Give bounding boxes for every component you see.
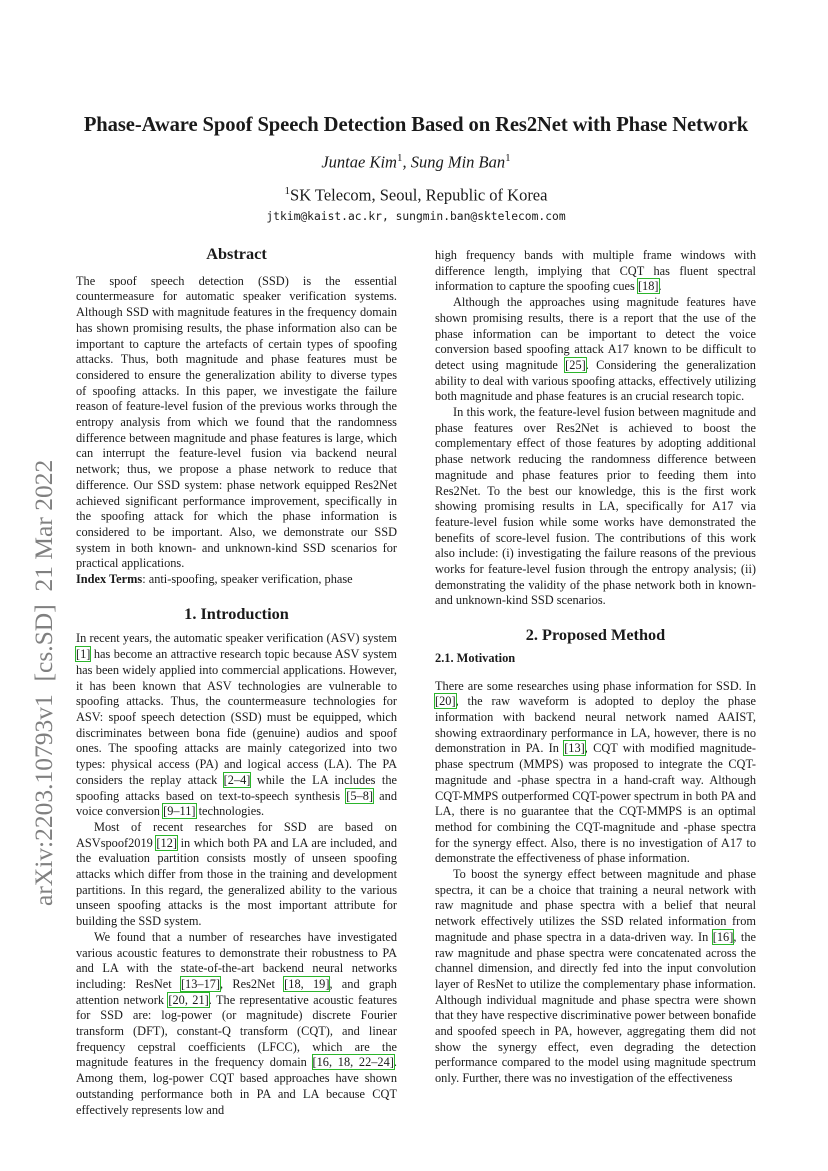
authors <box>60 152 772 173</box>
citation-link[interactable]: [5–8] <box>346 788 373 803</box>
citation-link[interactable]: [12] <box>156 835 177 850</box>
text: To boost the synergy effect between magnitude and phase spectra, it can be a choice that training a neural network with raw magnitude and phase spectra with a belief that neural network effectively utilizes the SSD related information from magnitude and phase spectra in a data-driven way. In <box>435 867 756 944</box>
index-terms-text: : anti-spoofing, speaker verification, phase <box>142 572 353 587</box>
introduction-heading: 1. Introduction <box>184 603 289 623</box>
method-paragraph-1 <box>435 679 756 867</box>
text: has become an attractive research topic because ASV system has been widely applied into commercial applications. However, it has been known that ASV technologies are vulnerable to spoofing attacks. Thus, the countermeasure technologies for ASV: spoof speech detection (SSD) must be equipped, which discriminates between bona fide (genuine) audios and spoof ones. The spoofing attacks are mainly categorized into two types: physical access (PA) and logical access (LA). The PA considers the replay attack <box>76 647 397 787</box>
text: , and graph attention network <box>76 976 397 1007</box>
citation-link[interactable]: [9–11] <box>163 804 196 819</box>
citation-link[interactable]: [25] <box>565 357 586 372</box>
text: , the raw waveform is adopted to deploy the phase information with backend neural network named AAIST, showing extraordinary performance in LA, however, there is no demonstration in PA. In <box>435 694 756 756</box>
author-1-affil-mark: 1 <box>396 152 403 164</box>
text: and voice conversion <box>76 788 397 819</box>
right-paragraph-2 <box>435 295 756 405</box>
author-2-affil-mark: 1 <box>505 152 511 164</box>
text: , the raw magnitude and phase spectra were concatenated across the channel dimension, and directly fed into the input convolution layer of ResNet to utilize the complementary phase information. Although individual magnitude and phase spectra were shown that they have respective discriminative power between bonafide and spoofed speech in PA, however, aggregating them did not show the synergy effect, even degrading the detection performance compared to the model using magnitude spectrum only. Further, there was no investigation of the effectiveness <box>435 929 756 1086</box>
text: There are some researches using phase information for SSD. In <box>435 678 756 693</box>
citation-link[interactable]: [20, 21] <box>168 992 209 1007</box>
affiliation <box>60 185 772 206</box>
abstract-body: The spoof speech detection (SSD) is the essential countermeasure for automatic speaker verification systems. Although SSD with magnitude features in the frequency domain has shown promising results, the phase information also can be important to capture the artefacts of certain types of spoofing attacks. Thus, both magnitude and phase features must be considered to ensure the generalization ability to diverse types of spoofing attacks. In this paper, we investigate the failure reason of feature-level fusion of the previous works through the entropy analysis from which we found that the randomness difference between magnitude and phase features is large, which can interrupt the feature-level fusion via backend neural network; thus, we propose a phase network to reduce that difference. Our SSD system: phase network equipped Res2Net achieved significant performance improvement, specifically in the spoofing attack for which the phase information is considered to be important. Also, we demonstrate our SSD system in both known- and unknown-kind SSD scenarios for practical applications. <box>76 273 397 571</box>
text: Most of recent researches for SSD are based on ASVspoof2019 <box>76 819 397 850</box>
author-separator: , <box>402 152 411 172</box>
text: In recent years, the automatic speaker verification (ASV) system <box>76 631 397 646</box>
intro-paragraph-1 <box>76 631 397 819</box>
text: Although the approaches using magnitude features have shown promising results, there is a report that the use of the phase information can be important to detect the voice conversion based spoofing attack A17 known to be difficult to detect using magnitude <box>435 295 756 372</box>
index-terms-label: Index Terms <box>76 572 143 587</box>
method-paragraph-2 <box>435 867 756 1087</box>
text: , CQT with modified magnitude-phase spectrum (MMPS) was proposed to integrate the CQT-magnitude and -phase spectra in a hand-craft way. Although CQT-MMPS outperformed CQT-power spectrum in both PA and LA, there is no guarantee that the CQT-MMPS is an optimal method for combining the CQT-magnitude and -phase spectra for the synergy effect. Also, there is no investigation of A17 to demonstrate the effectiveness of phase information. <box>435 741 756 866</box>
abstract-heading: Abstract <box>206 244 267 263</box>
right-paragraph-3: In this work, the feature-level fusion between magnitude and phase features over Res2Net is achieved to boost the complementary effect of those features by adopting additional phase network reducing the randomness difference between magnitude and phase features prior to feeding them into Res2Net. To the best our knowledge, this is the first work showing promising results in LA, specifically for A17 via feature-level fusion while some works have demonstrated the benefits of score-level fusion. The contributions of this work also include: (i) investigating the failure reasons of the previous works for feature-level fusion through the entropy analysis; (ii) demonstrating the validity of the phase network both in known- and unknown-kind SSD scenarios. <box>435 405 756 608</box>
text: . <box>658 279 662 294</box>
text: . The representative acoustic features for SSD are: log-power (or magnitude) discrete Fourier transform (DFT), constant-Q transform (CQT), and linear frequency cepstral coefficients (LFCC), which are the magnitude features in the frequency domain <box>76 992 397 1070</box>
citation-link[interactable]: [16] <box>712 929 734 944</box>
text: while the LA includes the spoofing attacks based on text-to-speech synthesis <box>76 772 397 803</box>
affiliation-mark: 1 <box>284 185 291 197</box>
author-1: Juntae Kim <box>321 152 397 172</box>
arxiv-identifier <box>22 350 62 910</box>
citation-link[interactable]: [13] <box>564 741 585 756</box>
text: . Among them, log-power CQT based approaches have shown outstanding performance both in PA and LA because CQT effectively represents low and <box>76 1055 397 1117</box>
citation-link[interactable]: [18] <box>637 279 659 294</box>
right-paragraph-1 <box>435 248 756 295</box>
text: high frequency bands with multiple frame windows with difference length, implying that CQT has fluent spectral information to capture the spoofing cues <box>435 248 756 294</box>
author-emails: jtkim@kaist.ac.kr, sungmin.ban@sktelecom.com <box>266 210 566 223</box>
citation-link[interactable]: [1] <box>76 647 91 662</box>
proposed-method-heading: 2. Proposed Method <box>525 625 666 645</box>
citation-link[interactable]: [20] <box>435 694 456 709</box>
author-2: Sung Min Ban <box>410 152 506 172</box>
citation-link[interactable]: [18, 19] <box>284 976 330 991</box>
text: , Res2Net <box>220 976 285 991</box>
text: . Considering the generalization ability to deal with various spoofing attacks, effectively utilizing both magnitude and phase features is an crucial research topic. <box>435 357 756 404</box>
motivation-subheading: 2.1. Motivation <box>435 650 516 665</box>
right-column <box>435 248 756 1087</box>
citation-link[interactable]: [13–17] <box>180 976 221 991</box>
left-column <box>76 246 397 1118</box>
intro-paragraph-3 <box>76 930 397 1118</box>
citation-link[interactable]: [16, 18, 22–24] <box>312 1055 394 1070</box>
affiliation-text: SK Telecom, Seoul, Republic of Korea <box>290 185 548 205</box>
arxiv-id-text: arXiv:2203.10793v1 [cs.SD] 21 Mar 2022 <box>29 459 58 906</box>
text: in which both PA and LA are included, and the evaluation partition consists mostly of unseen spoofing attacks which differ from those in the training and development partitions. In this regard, the generalized ability to the various unseen spoofing attacks is the most important attribute for building the SSD system. <box>76 835 397 929</box>
intro-paragraph-2 <box>76 820 397 930</box>
text: technologies. <box>195 804 265 819</box>
text: We found that a number of researches have investigated various acoustic features to demonstrate their robustness to PA and LA with the state-of-the-art backend neural networks including: ResNet <box>76 929 397 991</box>
paper-title: Phase-Aware Spoof Speech Detection Based on Res2Net with Phase Network <box>83 114 749 136</box>
citation-link[interactable]: [2–4] <box>223 772 251 787</box>
index-terms <box>76 572 397 588</box>
